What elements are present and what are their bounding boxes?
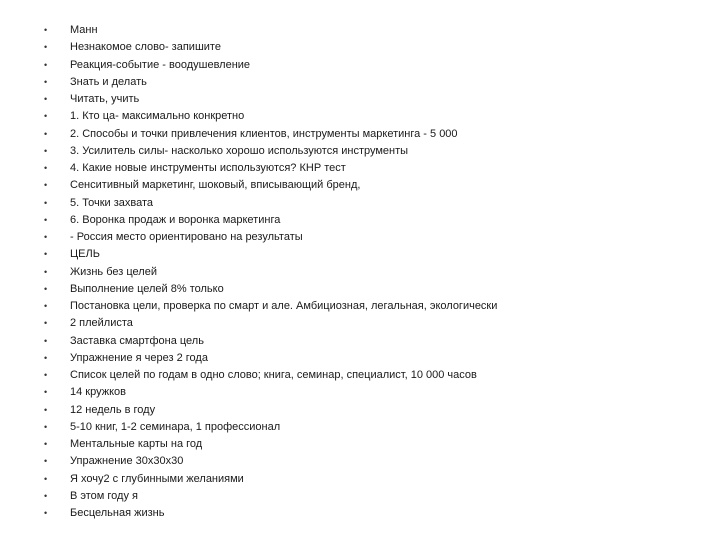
list-item bbox=[40, 333, 700, 350]
list-item-text: 5. Точки захвата bbox=[70, 196, 153, 209]
list-item-text: Список целей по годам в одно слово; книга, семинар, специалист, 10 000 часов bbox=[70, 369, 477, 381]
bullet-icon: • bbox=[44, 232, 48, 242]
list-item bbox=[40, 281, 700, 298]
list-item-text: Реакция-событие - воодушевление bbox=[70, 58, 251, 71]
bullet-icon: • bbox=[44, 301, 48, 311]
bullet-icon: • bbox=[44, 421, 48, 432]
list-item bbox=[40, 264, 700, 281]
list-item-text: ЦЕЛЬ bbox=[70, 248, 100, 261]
bullet-icon: • bbox=[44, 335, 48, 346]
list-item bbox=[40, 298, 700, 315]
list-item bbox=[40, 143, 700, 160]
list-item bbox=[40, 402, 700, 419]
list-item-text: Незнакомое слово- запишите bbox=[70, 41, 221, 54]
bullet-icon: • bbox=[44, 473, 48, 484]
list-item-text: Знать и делать bbox=[70, 75, 147, 88]
bullet-icon: • bbox=[44, 404, 48, 415]
list-item bbox=[40, 177, 700, 194]
list-item-text: Я хочу2 с глубинными желаниями bbox=[70, 472, 244, 485]
list-item-text: Выполнение целей 8% только bbox=[70, 282, 224, 295]
list-item bbox=[40, 246, 700, 263]
bullet-icon: • bbox=[44, 163, 48, 173]
list-item-text: Заставка смартфона цель bbox=[70, 334, 204, 347]
list-item bbox=[40, 108, 700, 125]
bullet-icon: • bbox=[44, 387, 48, 398]
list-item-text: 1. Кто ца- максимально конкретно bbox=[70, 110, 245, 123]
bullet-icon: • bbox=[44, 111, 48, 122]
bullet-icon: • bbox=[44, 145, 48, 156]
list-item-text: Упражнение я через 2 года bbox=[70, 351, 208, 364]
list-item-text: 2. Способы и точки привлечения клиентов, инструменты маркетинга - 5 000 bbox=[70, 127, 458, 140]
list-item-text: Манн bbox=[70, 24, 98, 36]
list-item-text: Постановка цели, проверка по смарт и але. Амбициозная, легальная, экологически bbox=[70, 300, 498, 312]
bullet-icon: • bbox=[44, 456, 48, 467]
list-item bbox=[40, 436, 700, 453]
list-item-text: 2 плейлиста bbox=[70, 317, 133, 330]
bullet-icon: • bbox=[44, 59, 48, 70]
list-item-text: Жизнь без целей bbox=[70, 265, 157, 278]
list-item bbox=[40, 22, 700, 39]
list-item-text: - Россия место ориентировано на результаты bbox=[70, 231, 303, 243]
list-item bbox=[40, 419, 700, 436]
bullet-icon: • bbox=[44, 128, 48, 139]
list-item-text: Читать, учить bbox=[70, 93, 140, 105]
list-item bbox=[40, 74, 700, 91]
list-item-text: 3. Усилитель силы- насколько хорошо используются инструменты bbox=[70, 144, 409, 157]
list-item-text: 12 недель в году bbox=[70, 403, 156, 416]
bullet-list bbox=[40, 22, 700, 522]
bullet-icon: • bbox=[44, 490, 48, 501]
bullet-icon: • bbox=[44, 318, 48, 329]
list-item bbox=[40, 488, 700, 505]
list-item bbox=[40, 505, 700, 522]
list-item bbox=[40, 126, 700, 143]
bullet-icon: • bbox=[44, 249, 48, 260]
bullet-icon: • bbox=[44, 508, 48, 518]
list-item-text: 6. Воронка продаж и воронка маркетинга bbox=[70, 213, 281, 226]
list-item bbox=[40, 195, 700, 212]
bullet-icon: • bbox=[44, 352, 48, 363]
list-item bbox=[40, 212, 700, 229]
bullet-icon: • bbox=[44, 283, 48, 294]
bullet-icon: • bbox=[44, 370, 48, 380]
list-item bbox=[40, 91, 700, 108]
list-item-text: В этом году я bbox=[70, 489, 138, 502]
bullet-icon: • bbox=[44, 25, 48, 35]
bullet-icon: • bbox=[44, 180, 48, 191]
list-item bbox=[40, 57, 700, 74]
list-item-text: 4. Какие новые инструменты используются? КНР тест bbox=[70, 162, 346, 174]
bullet-icon: • bbox=[44, 197, 48, 208]
bullet-icon: • bbox=[44, 94, 48, 104]
list-item bbox=[40, 471, 700, 488]
list-item-text: 5-10 книг, 1-2 семинара, 1 профессионал bbox=[70, 420, 281, 433]
list-item bbox=[40, 453, 700, 470]
list-item bbox=[40, 160, 700, 177]
list-item bbox=[40, 315, 700, 332]
list-item-text: Упражнение 30х30х30 bbox=[70, 455, 184, 468]
list-item-text: Сенситивный маркетинг, шоковый, вписывающий бренд, bbox=[70, 179, 361, 192]
bullet-icon: • bbox=[44, 266, 48, 277]
list-item-text: Ментальные карты на год bbox=[70, 438, 203, 450]
list-item bbox=[40, 367, 700, 384]
list-item bbox=[40, 350, 700, 367]
list-item-text: 14 кружков bbox=[70, 386, 126, 399]
list-item bbox=[40, 384, 700, 401]
bullet-icon: • bbox=[44, 214, 48, 225]
bullet-icon: • bbox=[44, 42, 48, 53]
bullet-icon: • bbox=[44, 76, 48, 87]
list-item bbox=[40, 229, 700, 246]
list-item-text: Бесцельная жизнь bbox=[70, 507, 165, 519]
bullet-icon: • bbox=[44, 439, 48, 449]
list-item bbox=[40, 39, 700, 56]
